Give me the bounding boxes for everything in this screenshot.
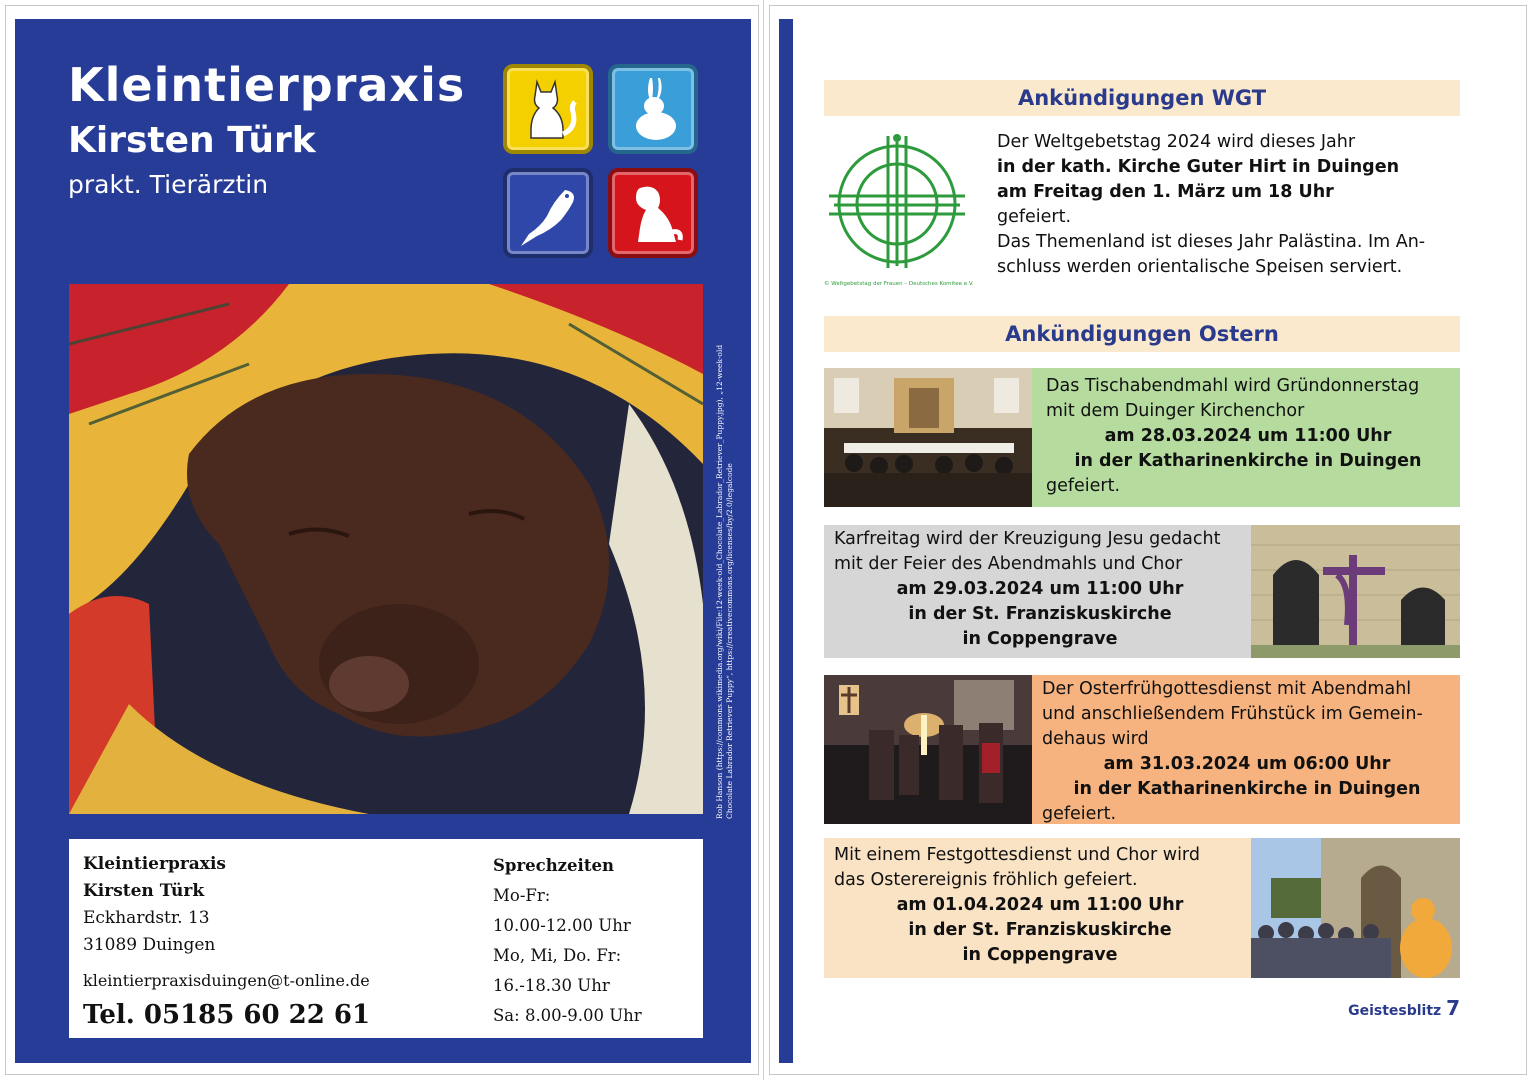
hours-line: Mo, Mi, Do. Fr: (493, 946, 622, 965)
wgt-cross-logo-icon (824, 128, 970, 278)
sleeping-puppy-image (69, 284, 703, 814)
church-facade-cross-image (1251, 525, 1460, 658)
city: 31089 Duingen (83, 935, 216, 955)
ad-title: Kleintierpraxis (68, 58, 466, 112)
church-interior-image (824, 368, 1032, 507)
announcement-text (1042, 677, 1452, 827)
hours-line: Mo-Fr: (493, 886, 551, 905)
text-line: gefeiert. (1046, 476, 1121, 496)
rabbit-tile (608, 64, 698, 154)
wgt-heading-bar (824, 80, 1460, 116)
announcement-box-easter-monday (824, 838, 1460, 978)
ad-name: Kirsten Türk (68, 120, 316, 161)
announcement-box-maundy-thursday (824, 368, 1460, 507)
vet-name: Kirsten Türk (83, 881, 205, 901)
event-place: in der Katharinenkirche in Duingen (1074, 451, 1422, 471)
cat-icon (507, 68, 589, 150)
ostern-heading-bar (824, 316, 1460, 352)
event-place: in der St. Franziskuskirche (908, 604, 1172, 624)
opening-hours-block (493, 851, 703, 1031)
ostern-heading: Ankündigungen Ostern (1005, 322, 1279, 346)
wgt-line: Der Weltgebetstag 2024 wird dieses Jahr (997, 132, 1356, 152)
text-line: dehaus wird (1042, 729, 1149, 749)
hours-line: 16.-18.30 Uhr (493, 976, 610, 995)
hours-title: Sprechzeiten (493, 856, 614, 875)
text-line: mit der Feier des Abendmahls und Chor (834, 554, 1183, 574)
right-page (764, 0, 1530, 1080)
candle-service-photo (824, 675, 1032, 824)
puppy-photo (69, 284, 703, 814)
event-date: am 31.03.2024 um 06:00 Uhr (1103, 754, 1391, 774)
event-date: am 01.04.2024 um 11:00 Uhr (896, 895, 1184, 915)
announcement-text (834, 527, 1246, 652)
announcement-text (834, 843, 1246, 968)
text-line: Karfreitag wird der Kreuzigung Jesu gedacht (834, 529, 1221, 549)
event-place: in Coppengrave (962, 629, 1118, 649)
wgt-line: in der kath. Kirche Guter Hirt in Duingen (997, 157, 1400, 177)
church-dinner-photo (824, 368, 1032, 507)
rabbit-icon (612, 68, 694, 150)
text-line: Mit einem Festgottesdienst und Chor wird (834, 845, 1200, 865)
text-line: und anschließendem Frühstück im Gemein- (1042, 704, 1423, 724)
contact-info-box (69, 839, 703, 1038)
wgt-line: schluss werden orientalische Speisen serviert. (997, 257, 1403, 277)
event-date: am 28.03.2024 um 11:00 Uhr (1104, 426, 1392, 446)
phone-number: Tel. 05185 60 22 61 (83, 1000, 371, 1030)
page-number: 7 (1446, 996, 1460, 1020)
wgt-logo (824, 128, 974, 288)
text-line: das Osterereignis fröhlich gefeiert. (834, 870, 1138, 890)
email-address: kleintierpraxisduingen@t-online.de (83, 971, 370, 990)
wgt-line: am Freitag den 1. März um 18 Uhr (997, 182, 1334, 202)
text-line: mit dem Duinger Kirchenchor (1046, 401, 1305, 421)
wgt-line: Das Themenland ist dieses Jahr Palästina. Im An- (997, 232, 1426, 252)
page-footer (1348, 996, 1460, 1020)
hours-line: 10.00-12.00 Uhr (493, 916, 631, 935)
text-line: gefeiert. (1042, 804, 1117, 824)
dog-icon (612, 172, 694, 254)
church-crowd-image (1251, 838, 1460, 978)
announcement-text (1046, 374, 1450, 499)
wgt-line: gefeiert. (997, 207, 1072, 227)
text-line: Das Tischabendmahl wird Gründonnerstag (1046, 376, 1420, 396)
practice-name: Kleintierpraxis (83, 854, 226, 874)
cat-tile (503, 64, 593, 154)
footer-label: Geistesblitz (1348, 1003, 1442, 1019)
address-block (83, 851, 463, 1033)
easter-crowd-photo (1251, 838, 1460, 978)
wgt-logo-caption: © Weltgebetstag der Frauen – Deutsches Komitee e.V. (824, 281, 974, 287)
wgt-announcement (997, 130, 1463, 280)
event-place: in der St. Franziskuskirche (908, 920, 1172, 940)
event-place: in Coppengrave (962, 945, 1118, 965)
event-date: am 29.03.2024 um 11:00 Uhr (896, 579, 1184, 599)
text-line: Der Osterfrühgottesdienst mit Abendmahl (1042, 679, 1412, 699)
street: Eckhardstr. 13 (83, 908, 210, 928)
candlelight-service-image (824, 675, 1032, 824)
vet-advertisement (15, 19, 751, 1063)
ad-subtitle: prakt. Tierärztin (68, 170, 269, 199)
wgt-heading: Ankündigungen WGT (1017, 86, 1267, 110)
announcement-box-easter-dawn (824, 675, 1460, 824)
photo-credit-text: Rob Hanson (https://commons.wikimedia.org/wiki/File:12-week-old_Chocolate_Labrador_Retriever_Puppy.jpg), „12-week-old Chocolate Labrador Retriever Puppy“, https://creativecommons.org/licenses/by/2.0/legalcode (715, 344, 734, 819)
photo-credit (715, 319, 735, 819)
announcement-box-good-friday (824, 525, 1460, 658)
hours-line: Sa: 8.00-9.00 Uhr (493, 1006, 642, 1025)
event-place: in der Katharinenkirche in Duingen (1073, 779, 1421, 799)
bird-tile (503, 168, 593, 258)
left-page (0, 0, 764, 1080)
bird-icon (507, 172, 589, 254)
left-accent-bar (779, 19, 793, 1063)
dog-tile (608, 168, 698, 258)
cross-church-photo (1251, 525, 1460, 658)
